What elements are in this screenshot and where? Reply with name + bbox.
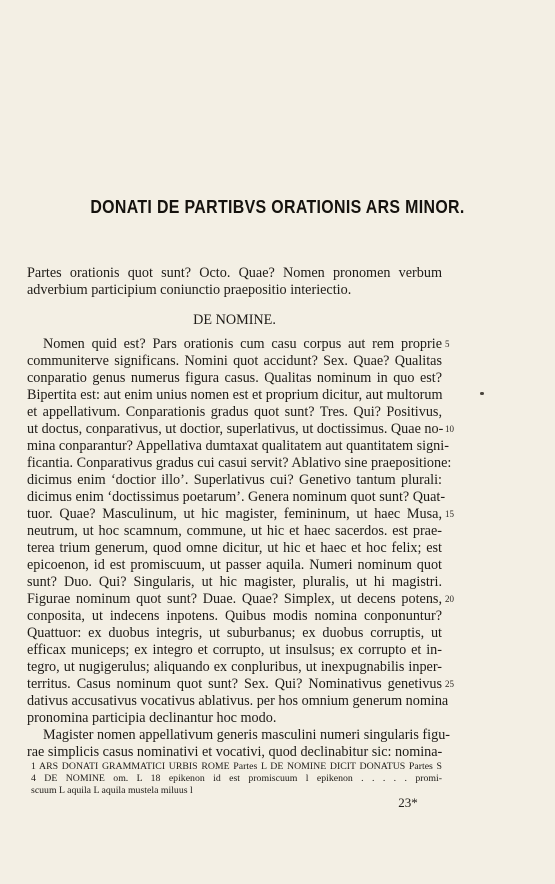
body-line: dativus accusativus vocativus ablativus. per hos omnium generum nomina — [27, 693, 449, 709]
body-line: sunt? Duo. Qui? Singularis, ut hic magister, pluralis, ut hi magistri. — [27, 574, 442, 590]
body-line: tegro, ut nugigerulus; aliquando ex conpluribus, ut inexpugnabilis inper- — [27, 659, 442, 675]
body-line: tuor. Quae? Masculinum, ut hic magister, femininum, ut haec Musa, — [27, 506, 442, 522]
page-number: 23* — [398, 795, 418, 810]
body-line: conparatio genus numerus figura casus. Qualitas nominum in quo est? — [27, 370, 442, 386]
body-line: Quattuor: ex duobus integris, ut suburbanus; ex duobus corruptis, ut — [27, 625, 442, 641]
paragraph-line: Magister nomen appellativum generis masculini numeri singularis figu- — [43, 727, 451, 743]
body-line: efficax municeps; ex integro et corrupto, ut insulsus; ex corrupto et in- — [27, 642, 442, 658]
line-number: 25 — [445, 679, 454, 689]
body-line: ficantia. Conparativus gradus cui casui servit? Ablativo sine praepositione: — [27, 455, 452, 471]
body-line: communiterve significans. Nomini quot accidunt? Sex. Quae? Qualitas — [27, 353, 442, 369]
body-line: conposita, ut indecens inpotens. Quibus modis nomina conponuntur? — [27, 608, 442, 624]
section-heading: DE NOMINE. — [193, 312, 276, 328]
intro-line: Partes orationis quot sunt? Octo. Quae? Nomen pronomen verbum — [27, 265, 442, 281]
footnote-line: scuum L aquila L aquila mustela miluus l — [31, 785, 193, 796]
line-number: 15 — [445, 509, 454, 519]
line-number: 10 — [445, 424, 454, 434]
body-line: pronomina participia declinantur hoc modo. — [27, 710, 277, 726]
body-line: et appellativum. Conparationis gradus quot sunt? Tres. Qui? Positivus, — [27, 404, 442, 420]
body-line: Bipertita est: aut enim unius nomen est et proprium dicitur, aut multorum — [27, 387, 443, 403]
body-line: dicimus enim ‘doctior illo’. Superlativus cui? Genetivo tantum plurali: — [27, 472, 442, 488]
body-line: terea trium generum, quod omne dicitur, ut hic et haec et hoc felix; est — [27, 540, 442, 556]
ink-speck — [480, 392, 484, 395]
body-line: dicimus enim ‘doctissimus poetarum’. Genera nominum quot sunt? Quat- — [27, 489, 446, 505]
body-line: territus. Casus nominum quot sunt? Sex. Qui? Nominativus genetivus — [27, 676, 442, 692]
body-line: mina conparantur? Appellativa dumtaxat qualitatem aut quantitatem signi- — [27, 438, 449, 454]
body-line: Figurae nominum quot sunt? Duae. Quae? Simplex, ut decens potens, — [27, 591, 442, 607]
line-number: 5 — [445, 339, 450, 349]
paragraph-line: rae simplicis casus nominativi et vocativi, quod declinabitur sic: nomina- — [27, 744, 443, 760]
footnote-line: 4 DE NOMINE om. L 18 epikenon id est promiscuum l epikenon . . . . . promi- — [31, 773, 442, 784]
body-line: Nomen quid est? Pars orationis cum casu corpus aut rem proprie — [43, 336, 442, 352]
body-line: epicoenon, id est promiscuum, ut passer aquila. Numeri nominum quot — [27, 557, 442, 573]
page-title: DONATI DE PARTIBVS ORATIONIS ARS MINOR. — [90, 196, 465, 217]
footnote-line: 1 ARS DONATI GRAMMATICI URBIS ROME Partes L DE NOMINE DICIT DONATUS Partes S — [31, 761, 442, 772]
body-line: ut doctus, conparativus, ut doctior, superlativus, ut doctissimus. Quae no- — [27, 421, 444, 437]
body-line: neutrum, ut hoc scamnum, commune, ut hic et haec sacerdos. est prae- — [27, 523, 442, 539]
line-number: 20 — [445, 594, 454, 604]
intro-line: adverbium participium coniunctio praepositio interiectio. — [27, 282, 352, 298]
